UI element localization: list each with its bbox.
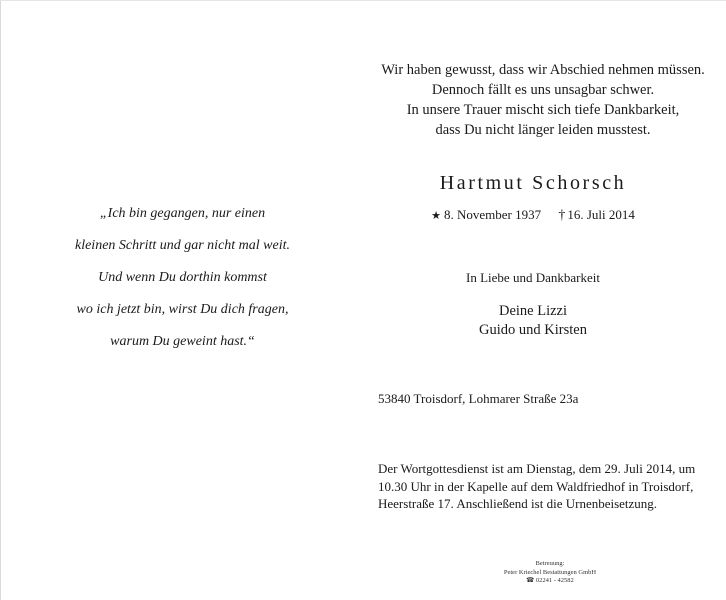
life-dates (360, 207, 706, 224)
poem-line: In unsere Trauer mischt sich tiefe Dankbarkeit, (406, 102, 680, 118)
poem-block (360, 60, 726, 140)
service-line: Der Wortgottesdienst ist am Dienstag, dem 29. Juli 2014, um (378, 461, 696, 476)
quote-line: wo ich jetzt bin, wirst Du dich fragen, (76, 302, 289, 317)
poem-line: Dennoch fällt es uns unsagbar schwer. (431, 82, 655, 98)
quote-block (60, 198, 305, 358)
undertaker-label: Betreuung: (535, 560, 565, 567)
star-icon: ★ (431, 210, 441, 222)
poem-line: dass Du nicht länger leiden musstest. (435, 122, 651, 138)
undertaker-company: Peter Kriechel Bestattungen GmbH (503, 568, 597, 576)
deceased-name: Hartmut Schorsch (439, 172, 627, 194)
address: 53840 Troisdorf, Lohmarer Straße 23a (378, 391, 579, 406)
mourners-intro: In Liebe und Dankbarkeit (466, 270, 600, 285)
quote-line: Und wenn Du dorthin kommst (98, 270, 267, 285)
birth-date: 8. November 1937 (443, 207, 542, 222)
undertaker-info (470, 560, 630, 586)
quote-line: warum Du geweint hast.“ (110, 334, 255, 349)
poem-line: Wir haben gewusst, dass wir Abschied nehmen müssen. (381, 62, 705, 78)
page-edge (0, 0, 1, 600)
undertaker-phone: ☎ 02241 - 42582 (526, 577, 574, 584)
service-notice (378, 460, 718, 513)
page-edge-top (0, 0, 726, 1)
service-line: 10.30 Uhr in der Kapelle auf dem Waldfriedhof in Troisdorf, (378, 478, 694, 494)
mourner-name: Guido und Kirsten (479, 322, 587, 338)
cross-icon: † (558, 208, 566, 223)
quote-line: „Ich bin gegangen, nur einen (99, 206, 266, 221)
quote-line: kleinen Schritt und gar nicht mal weit. (74, 238, 291, 253)
mourners-names (360, 302, 706, 340)
mourner-name: Deine Lizzi (498, 303, 568, 319)
death-date: 16. Juli 2014 (567, 207, 635, 222)
service-line: Heerstraße 17. Anschließend ist die Urnenbeisetzung. (378, 496, 658, 511)
